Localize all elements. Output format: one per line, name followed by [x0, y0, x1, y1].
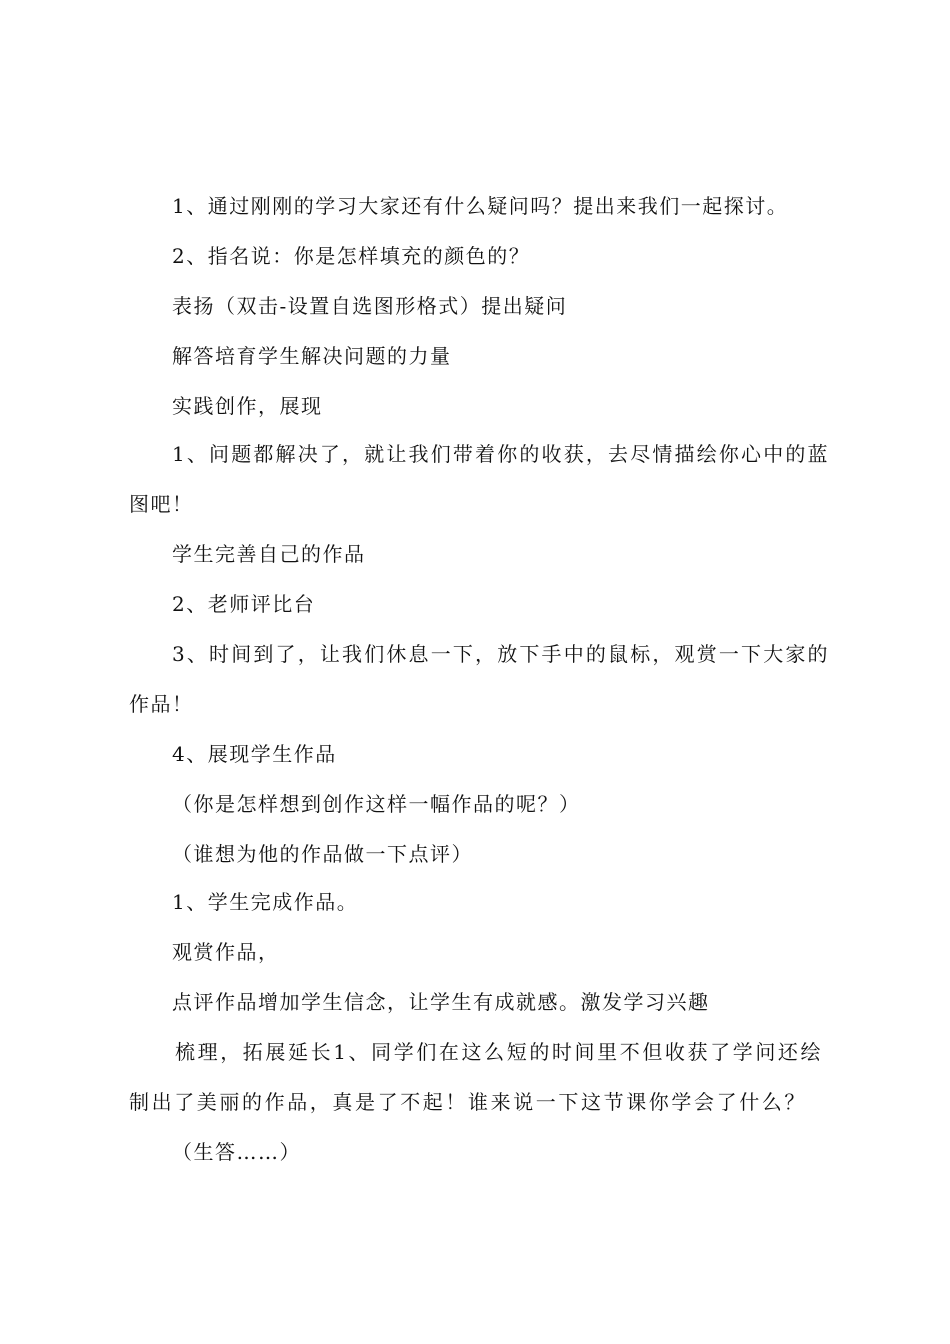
paragraph-line: 制出了美丽的作品，真是了不起！谁来说一下这节课你学会了什么？ [129, 1090, 807, 1114]
paragraph-line: 1、学生完成作品。 [172, 890, 359, 914]
paragraph-line: 点评作品增加学生信念，让学生有成就感。激发学习兴趣 [172, 990, 710, 1014]
paragraph-line: 3、时间到了，让我们休息一下，放下手中的鼠标，观赏一下大家的 [172, 642, 830, 666]
paragraph-line: 观赏作品， [172, 940, 280, 964]
paragraph-line: 图吧！ [129, 492, 194, 516]
paragraph-line: 1、通过刚刚的学习大家还有什么疑问吗？提出来我们一起探讨。 [172, 194, 789, 218]
paragraph-line: （你是怎样想到创作这样一幅作品的呢？） [172, 792, 581, 816]
paragraph-line: （生答……） [172, 1140, 301, 1164]
paragraph-line: 2、老师评比台 [172, 592, 316, 616]
paragraph-line: 学生完善自己的作品 [172, 542, 366, 566]
paragraph-line: 4、展现学生作品 [172, 742, 337, 766]
paragraph-line: 2、指名说：你是怎样填充的颜色的？ [172, 244, 531, 268]
paragraph-line: 实践创作，展现 [172, 394, 323, 418]
paragraph-line: （谁想为他的作品做一下点评） [172, 842, 473, 866]
paragraph-line: 作品！ [129, 692, 194, 716]
paragraph-line: 表扬（双击-设置自选图形格式）提出疑问 [172, 294, 568, 318]
paragraph-line: 1、问题都解决了，就让我们带着你的收获，去尽情描绘你心中的蓝 [172, 442, 830, 466]
paragraph-line: 梳理，拓展延长1、同学们在这么短的时间里不但收获了学问还绘 [175, 1040, 824, 1064]
paragraph-line: 解答培育学生解决问题的力量 [172, 344, 452, 368]
